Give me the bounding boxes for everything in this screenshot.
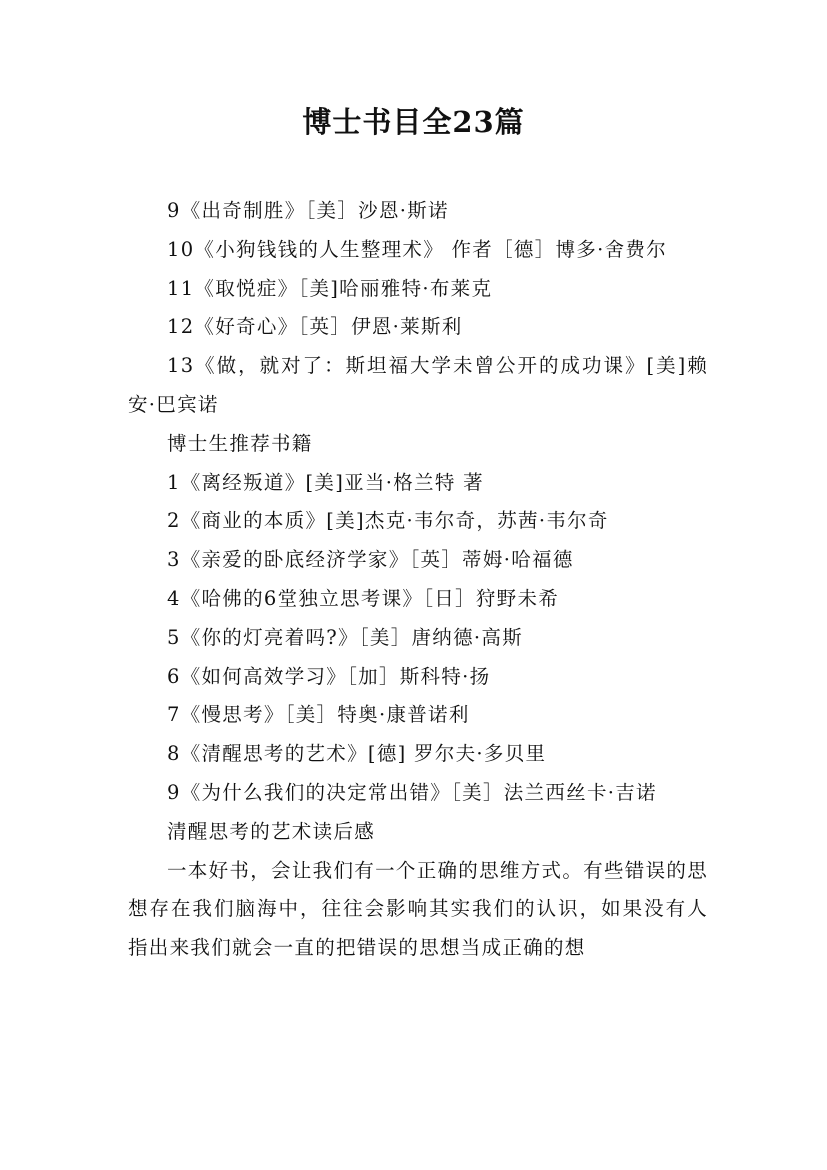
book-entry: 6《如何高效学习》［加］斯科特·扬 (167, 664, 491, 688)
book-entry: 9《出奇制胜》［美］沙恩·斯诺 (167, 199, 449, 222)
book-entry: 3《亲爱的卧底经济学家》［英］蒂姆·哈福德 (167, 548, 574, 572)
book-entry: 7《慢思考》［美］特奥·康普诺利 (167, 703, 470, 727)
book-entry: 4《哈佛的6堂独立思考课》［日］狩野未希 (167, 586, 560, 610)
book-entry: 13《做，就对了：斯坦福大学未曾公开的成功课》[美]赖安·巴宾诺 (128, 354, 708, 416)
document-title: 博士书目全23篇 (302, 105, 525, 139)
body-paragraph: 一本好书，会让我们有一个正确的思维方式。有些错误的思想存在我们脑海中，往往会影响其实我们的认识，如果没有人指出来我们就会一直的把错误的思想当成正确的想 (128, 858, 708, 960)
book-entry: 11《取悦症》［美]哈丽雅特·布莱克 (167, 276, 493, 300)
book-entry: 8《清醒思考的艺术》[德] 罗尔夫·多贝里 (167, 742, 547, 766)
book-entry: 12《好奇心》［英］伊恩·莱斯利 (167, 315, 463, 339)
book-entry: 9《为什么我们的决定常出错》［美］法兰西丝卡·吉诺 (167, 780, 657, 804)
book-entry: 10《小狗钱钱的人生整理术》 作者［德］博多·舍费尔 (167, 237, 668, 261)
section-heading: 清醒思考的艺术读后感 (167, 819, 376, 843)
book-entry: 2《商业的本质》[美]杰克·韦尔奇，苏茜·韦尔奇 (167, 509, 609, 533)
document-body (128, 192, 708, 968)
section-heading: 博士生推荐书籍 (167, 431, 313, 455)
book-entry: 5《你的灯亮着吗?》［美］唐纳德·高斯 (167, 625, 524, 649)
book-entry: 1《离经叛道》[美]亚当·格兰特 著 (167, 470, 484, 494)
